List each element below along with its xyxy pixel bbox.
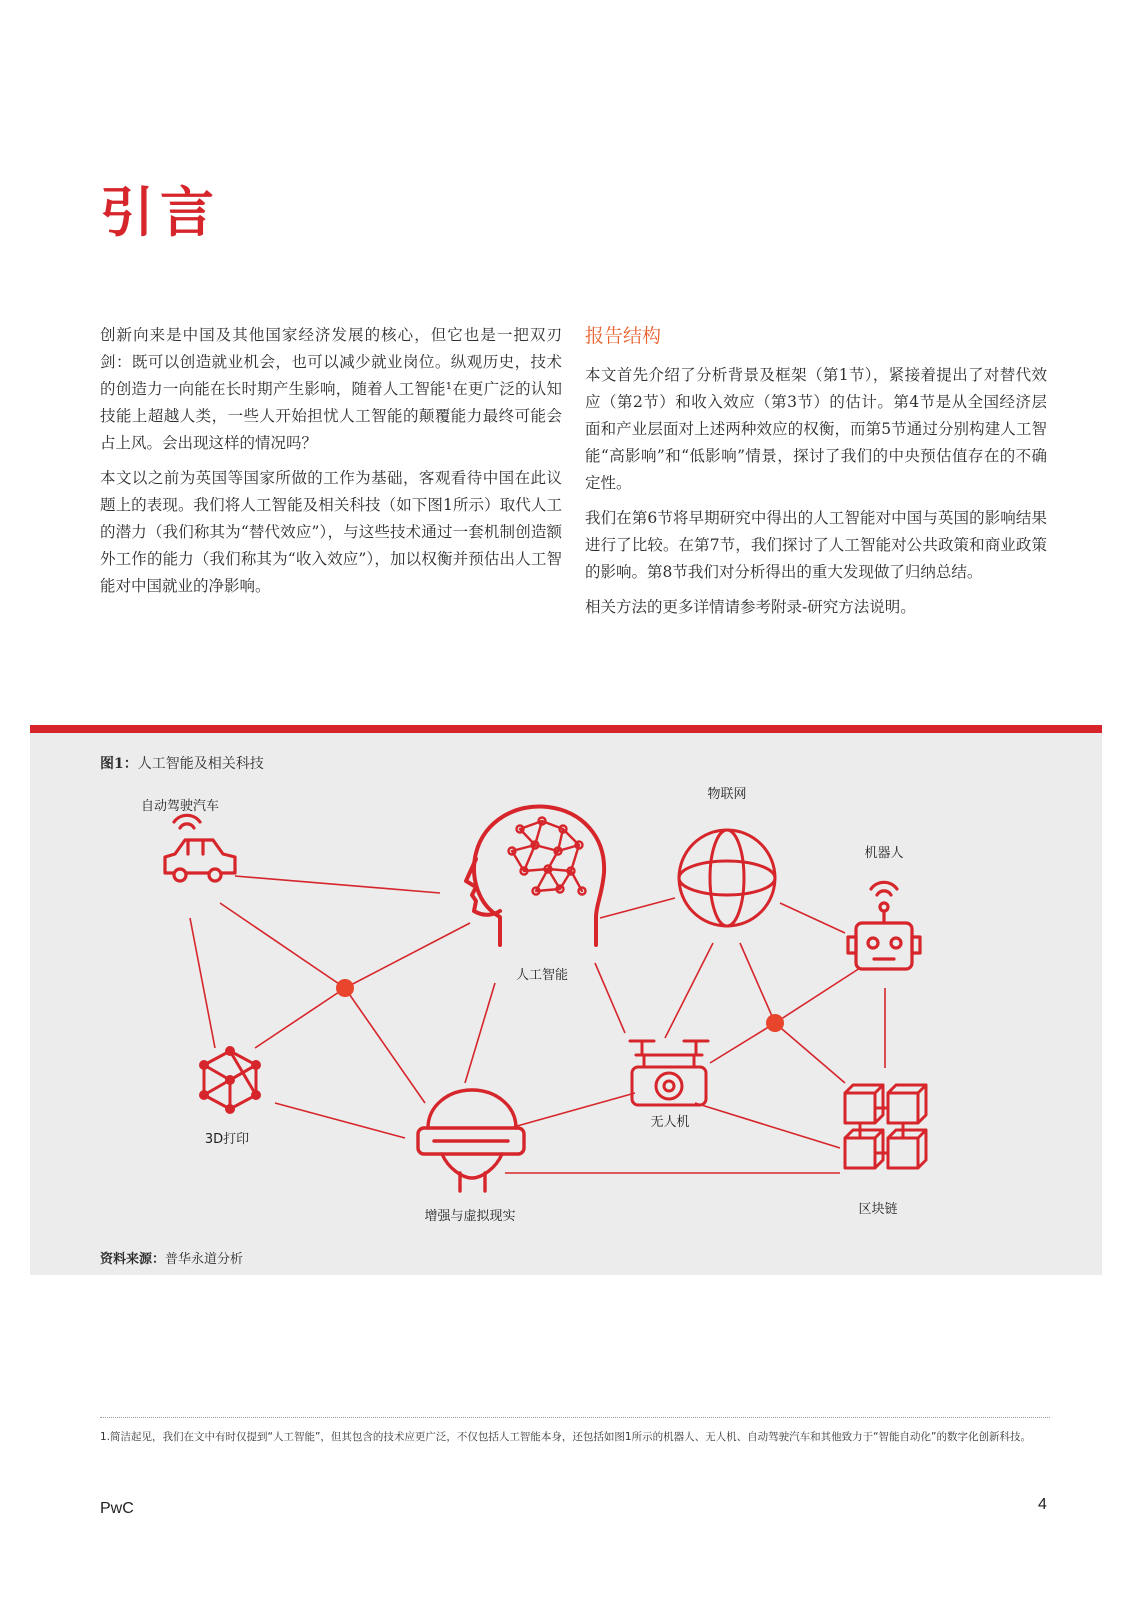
ai-head-icon	[466, 806, 604, 945]
footnote-divider	[100, 1417, 1050, 1418]
intro-right-column	[585, 322, 1047, 629]
section-heading-report-structure: 报告结构	[585, 325, 662, 347]
drone-camera-icon	[630, 1041, 708, 1105]
structure-paragraph-2: 我们在第6节将早期研究中得出的人工智能对中国与英国的影响结果进行了比较。在第7节，我们探讨了人工智能对公共政策和商业政策的影响。第8节我们对分析得出的重大发现做了归纳总结。	[585, 509, 1047, 581]
node-label-vr: 增强与虚拟现实	[424, 1209, 516, 1224]
vr-headset-icon	[418, 1090, 524, 1191]
node-label-iot: 物联网	[707, 787, 747, 802]
intro-left-column	[100, 322, 562, 608]
footnote-1: 1.简洁起见，我们在文中有时仅提到“人工智能”，但其包含的技术应更广泛，不仅包括人工智能本身，还包括如图1所示的机器人、无人机、自动驾驶汽车和其他致力于“智能自动化”的数字化创新科技。	[100, 1431, 1031, 1443]
junction-dot	[336, 979, 354, 997]
node-label-drone: 无人机	[650, 1115, 690, 1130]
structure-paragraph-3: 相关方法的更多详情请参考附录-研究方法说明。	[585, 598, 916, 616]
figure-1-panel	[30, 725, 1102, 1275]
robot-icon	[848, 882, 920, 969]
node-label-autonomous-car: 自动驾驶汽车	[140, 799, 220, 814]
intro-paragraph-2: 本文以之前为英国等国家所做的工作为基础，客观看待中国在此议题上的表现。我们将人工智能及相关科技（如下图1所示）取代人工的潜力（我们称其为“替代效应”），与这些技术通过一套机制创造额外工作的能力（我们称其为“收入效应”），加以权衡并预估出人工智能对中国就业的净影响。	[100, 469, 562, 595]
page-number: 4	[1038, 1496, 1047, 1513]
autonomous-car-icon	[165, 815, 235, 881]
junction-dot	[766, 1014, 784, 1032]
iot-globe-icon	[679, 830, 775, 926]
page-title: 引言	[100, 181, 220, 244]
blockchain-blocks-icon	[845, 1085, 926, 1168]
node-label-robot: 机器人	[864, 846, 904, 861]
figure-caption-text: 人工智能及相关科技	[137, 756, 264, 772]
structure-paragraph-1: 本文首先介绍了分析背景及框架（第1节），紧接着提出了对替代效应（第2节）和收入效应（第3节）的估计。第4节是从全国经济层面和产业层面对上述两种效应的权衡，而第5节通过分别构建人工智能“高影响”和“低影响”情景，探讨了我们的中央预估值存在的不确定性。	[585, 366, 1047, 492]
node-label-blockchain: 区块链	[858, 1202, 898, 1217]
figure-source-note	[100, 1248, 243, 1267]
source-label: 资料来源：	[100, 1252, 166, 1267]
node-label-3d-print: 3D打印	[204, 1132, 250, 1147]
ai-technology-network-diagram	[30, 733, 1102, 1283]
figure-caption-label: 图1：	[100, 756, 138, 772]
footer-brand: PwC	[100, 1500, 134, 1517]
3d-print-cube-icon	[199, 1046, 261, 1114]
source-text: 普华永道分析	[165, 1252, 244, 1267]
intro-paragraph-1: 创新向来是中国及其他国家经济发展的核心，但它也是一把双刃剑：既可以创造就业机会，也可以减少就业岗位。纵观历史，技术的创造力一向能在长时期产生影响，随着人工智能¹在更广泛的认知技能上超越人类，一些人开始担忧人工智能的颠覆能力最终可能会占上风。会出现这样的情况吗？	[100, 326, 562, 452]
node-label-ai: 人工智能	[515, 968, 569, 983]
